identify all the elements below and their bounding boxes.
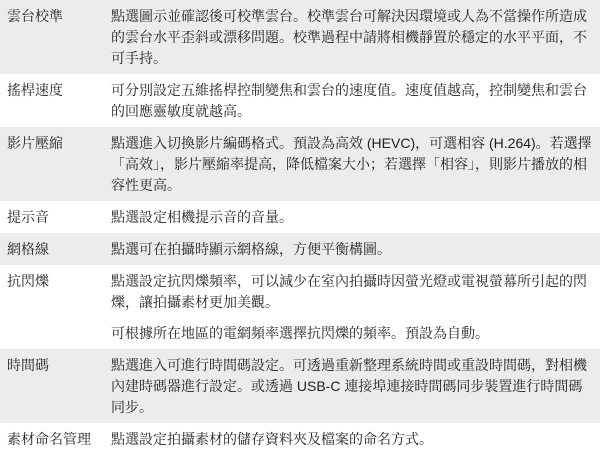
description-paragraph: 點選進入切換影片編碼格式。預設為高效 (HEVC)，可選相容 (H.264)。若選擇「高效」，影片壓縮率提高，降低檔案大小；若選擇「相容」，則影片播放的相容性更高。 <box>111 135 592 193</box>
description-paragraph: 點選設定拍攝素材的儲存資料夾及檔案的命名方式。 <box>111 431 433 447</box>
setting-description <box>111 133 592 196</box>
table-row <box>0 423 600 455</box>
setting-description <box>111 355 592 418</box>
setting-description <box>111 207 592 228</box>
table-row <box>0 349 600 423</box>
setting-term: 素材命名管理 <box>7 431 91 447</box>
setting-term: 抗閃爍 <box>7 273 49 289</box>
setting-description <box>111 6 592 69</box>
setting-description <box>111 239 592 260</box>
setting-term: 雲台校準 <box>7 8 63 24</box>
setting-term: 網格線 <box>7 241 49 257</box>
description-paragraph: 點選進入可進行時間碼設定。可透過重新整理系統時間或重設時間碼，對相機內建時碼器進行設定。或透過 USB-C 連接埠連接時間碼同步裝置進行時間碼同步。 <box>111 357 587 415</box>
setting-term: 影片壓縮 <box>7 135 63 151</box>
table-row <box>0 265 600 349</box>
setting-term: 搖桿速度 <box>7 82 63 98</box>
description-paragraph: 點選可在拍攝時顯示網格線，方便平衡構圖。 <box>111 241 391 257</box>
table-row <box>0 201 600 233</box>
setting-description <box>111 80 592 122</box>
setting-description <box>111 271 592 344</box>
description-paragraph: 點選設定抗閃爍頻率，可以減少在室內拍攝時因螢光燈或電視螢幕所引起的閃爍，讓拍攝素材更加美觀。 <box>111 273 587 310</box>
setting-term: 提示音 <box>7 209 49 225</box>
table-row <box>0 0 600 74</box>
description-paragraph: 點選設定相機提示音的音量。 <box>111 209 293 225</box>
description-paragraph: 可根據所在地區的電網頻率選擇抗閃爍的頻率。預設為自動。 <box>111 325 489 341</box>
description-paragraph: 點選圖示並確認後可校準雲台。校準雲台可解決因環境或人為不當操作所造成的雲台水平歪斜或漂移問題。校準過程中請將相機靜置於穩定的水平平面，不可手持。 <box>111 8 587 66</box>
table-row <box>0 74 600 127</box>
table-row <box>0 233 600 265</box>
setting-description <box>111 429 592 450</box>
table-row <box>0 127 600 201</box>
setting-term: 時間碼 <box>7 357 49 373</box>
description-paragraph: 可分別設定五維搖桿控制變焦和雲台的速度值。速度值越高，控制變焦和雲台的回應靈敏度就越高。 <box>111 82 587 119</box>
